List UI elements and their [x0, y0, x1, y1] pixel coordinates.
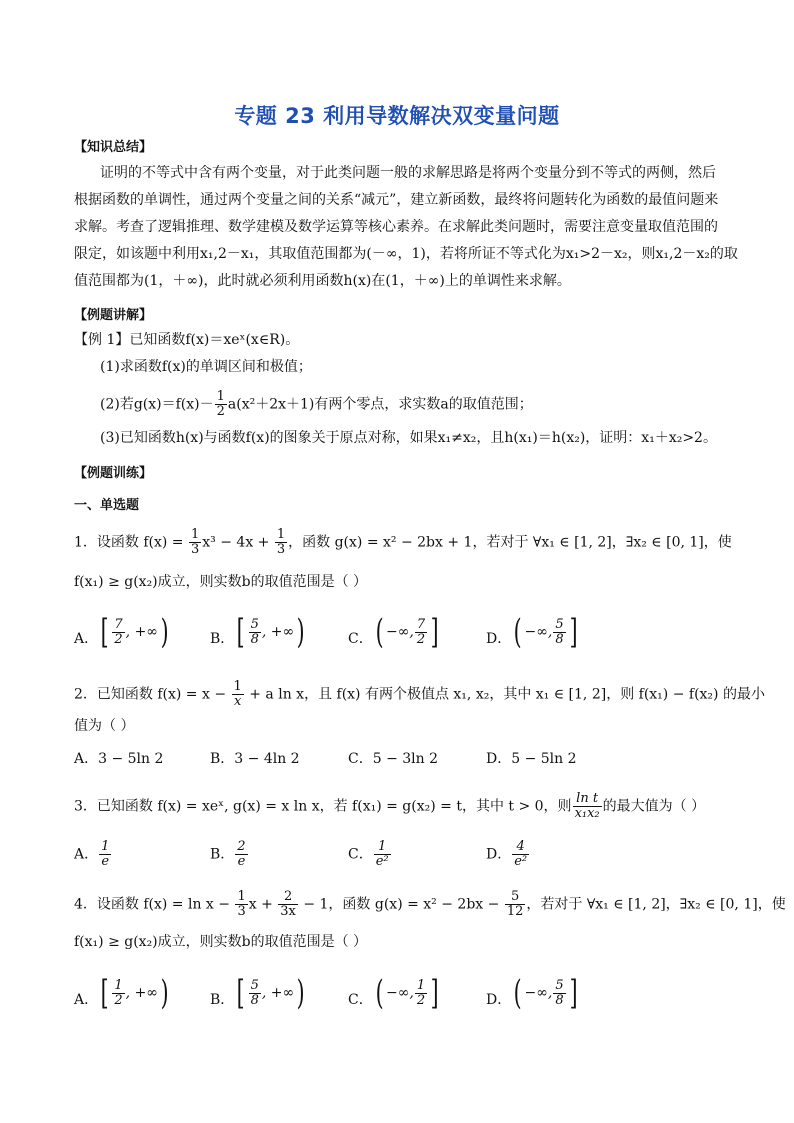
question-4-option-b[interactable]: B． [ $\frac{5}{8}$ , +∞ )	[210, 973, 305, 1013]
question-1-line-1: 1．设函数 f(x) = $\frac{1}{3}$ x³ − 4x + $\frac{1}{3}$ ，函数 g(x) = x² − 2bx + 1，若对于 ∀x₁ ∈ [1, 2]，∃x₂ ∈ [0, 1]，使	[74, 527, 732, 557]
example-part-3: (3)已知函数h(x)与函数f(x)的图象关于原点对称，如果x₁≠x₂，且h(x₁)＝h(x₂)，证明：x₁＋x₂>2。	[100, 430, 717, 446]
question-2-option-d[interactable]: D．5 − 5ln 2	[486, 751, 577, 767]
question-1-option-c[interactable]: C． ( −∞, $\frac{7}{2}$ ]	[348, 612, 439, 652]
summary-line-4: 限定，如该题中利用x₁,2－x₁，其取值范围都为(－∞，1)，若将所证不等式化为x₁>2－x₂，则x₁,2－x₂的取	[74, 246, 738, 262]
example-part-2: (2)若g(x)＝f(x)－ $\frac{1}{2}$ a(x²＋2x＋1)有两个零点，求实数a的取值范围；	[100, 389, 533, 419]
question-4-option-a[interactable]: A． [ $\frac{1}{2}$ , +∞ )	[74, 973, 169, 1013]
question-2-option-b[interactable]: B．3 − 4ln 2	[210, 751, 300, 767]
summary-line-1: 证明的不等式中含有两个变量，对于此类问题一般的求解思路是将两个变量分到不等式的两侧，然后	[100, 165, 716, 181]
question-3-option-b[interactable]: B． $\frac{2}{e}$	[210, 839, 246, 869]
question-4-line-2: f(x₁) ≥ g(x₂)成立，则实数b的取值范围是（ ）	[74, 934, 368, 950]
summary-line-3: 求解。考查了逻辑推理、数学建模及数学运算等核心素养。在求解此类问题时，需要注意变量取值范围的	[74, 219, 718, 235]
question-3-option-a[interactable]: A． $\frac{1}{e}$	[74, 839, 110, 869]
summary-line-5: 值范围都为(1，＋∞)，此时就必须利用函数h(x)在(1，＋∞)上的单调性来求解。	[74, 273, 571, 289]
question-2-line-2: 值为（ ）	[74, 718, 135, 734]
question-2-line-1: 2．已知函数 f(x) = x − $\frac{1}{x}$ + a ln x，且 f(x) 有两个极值点 x₁, x₂，其中 x₁ ∈ [1, 2]，则 f(x₁) − f(x₂) 的最小	[74, 679, 765, 709]
example-part-1: (1)求函数f(x)的单调区间和极值；	[100, 359, 312, 375]
example-statement: 【例 1】已知函数f(x)＝xeˣ(x∈R)。	[74, 332, 300, 348]
fraction: $\frac{5}{12}$	[506, 889, 524, 919]
question-1-line-2: f(x₁) ≥ g(x₂)成立，则实数b的取值范围是（ ）	[74, 574, 368, 590]
question-3-line-1: 3．已知函数 f(x) = xeˣ, g(x) = x ln x，若 f(x₁) = g(x₂) = t，其中 t > 0，则 $\frac{\text{ln t}}{\text{x₁x₂}}$ 的最大值为（ ）	[74, 791, 706, 821]
fraction: $\frac{2}{3x}$	[280, 889, 296, 919]
question-4-option-d[interactable]: D． ( −∞, $\frac{5}{8}$ ]	[486, 973, 578, 1013]
fraction: $\frac{\text{ln t}}{\text{x₁x₂}}$	[574, 791, 600, 821]
fraction: $\frac{1}{x}$	[233, 679, 242, 709]
question-2-option-a[interactable]: A．3 − 5ln 2	[74, 751, 164, 767]
question-3-option-c[interactable]: C． $\frac{1}{\text{e²}}$	[348, 839, 389, 869]
question-1-option-a[interactable]: A． [ $\frac{7}{2}$ , +∞ )	[74, 612, 169, 652]
question-1-option-d[interactable]: D． ( −∞, $\frac{5}{8}$ ]	[486, 612, 578, 652]
question-2-option-c[interactable]: C．5 − 3ln 2	[348, 751, 439, 767]
summary-line-2: 根据函数的单调性，通过两个变量之间的关系“减元”，建立新函数，最终将问题转化为函数的最值问题来	[74, 192, 719, 208]
fraction: $\frac{1}{3}$	[191, 527, 200, 557]
question-3-option-d[interactable]: D． $\frac{4}{\text{e²}}$	[486, 839, 528, 869]
section-training-heading: 【例题训练】	[74, 466, 153, 481]
fraction: $\frac{1}{3}$	[237, 889, 246, 919]
question-4-line-1: 4．设函数 f(x) = ln x − $\frac{1}{3}$ x + $\frac{2}{3x}$ − 1，函数 g(x) = x² − 2bx − $\frac{5}{12}$ ，若对于 ∀x₁ ∈ [1, 2]，∃x₂ ∈ [0, 1]，使	[74, 889, 786, 919]
section-single-choice-heading: 一、单选题	[74, 498, 140, 513]
section-example-heading: 【例题讲解】	[74, 308, 153, 323]
page-title: 专题 23 利用导数解决双变量问题	[234, 104, 560, 128]
question-1-option-b[interactable]: B． [ $\frac{5}{8}$ , +∞ )	[210, 612, 305, 652]
fraction: $\frac{1}{2}$	[216, 389, 225, 419]
question-4-option-c[interactable]: C． ( −∞, $\frac{1}{2}$ ]	[348, 973, 439, 1013]
fraction: $\frac{1}{3}$	[276, 527, 286, 557]
section-summary-heading: 【知识总结】	[74, 140, 153, 155]
